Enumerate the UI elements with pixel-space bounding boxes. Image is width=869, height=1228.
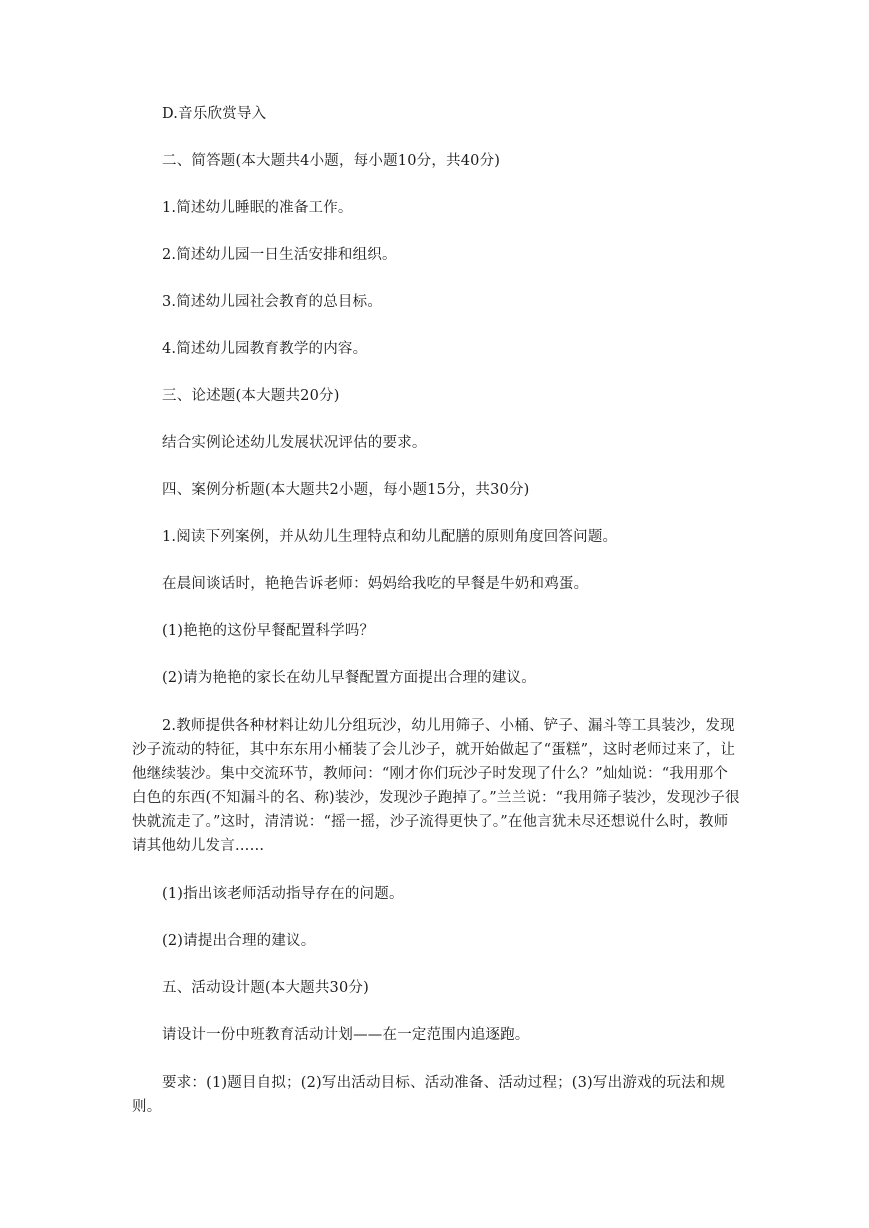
case-1-subquestion-1: (1)艳艳的这份早餐配置科学吗？ [162, 623, 375, 639]
case-question-2: 2.教师提供各种材料让幼儿分组玩沙，幼儿用筛子、小桶、铲子、漏斗等工具装沙，发现沙子流动的特征，其中东东用小桶装了会儿沙子，就开始做起了“蛋糕”，这时老师过来了，让他继续装沙。集中交流环节，教师问：“刚才你们玩沙子时发现了什么？”灿灿说：“我用那个白色的东西(不知漏斗的名、称)装沙，发现沙子跑掉了。”兰兰说：“我用筛子装沙，发现沙子很快就流走了。”这时，清清说：“摇一摇，沙子流得更快了。”在他言犹未尽还想说什么时，教师请其他幼儿发言…… [132, 718, 740, 854]
case-1-subquestion-2: (2)请为艳艳的家长在幼儿早餐配置方面提出合理的建议。 [162, 670, 536, 686]
question-2: 2.简述幼儿园一日生活安排和组织。 [162, 247, 397, 263]
activity-design-question: 请设计一份中班教育活动计划——在一定范围内追逐跑。 [162, 1027, 530, 1043]
case-2-subquestion-1: (1)指出该老师活动指导存在的问题。 [162, 886, 404, 902]
section-heading-short-answer: 二、简答题(本大题共4小题，每小题10分，共40分) [162, 153, 501, 169]
section-heading-case-analysis: 四、案例分析题(本大题共2小题，每小题15分，共30分) [162, 482, 530, 498]
activity-design-requirements: 要求：(1)题目自拟；(2)写出活动目标、活动准备、活动过程；(3)写出游戏的玩法和规则。 [132, 1075, 726, 1115]
section-heading-essay: 三、论述题(本大题共20分) [162, 388, 340, 404]
question-3: 3.简述幼儿园社会教育的总目标。 [162, 294, 383, 310]
document-body [132, 103, 740, 1144]
essay-question: 结合实例论述幼儿发展状况评估的要求。 [162, 435, 427, 451]
section-heading-activity-design: 五、活动设计题(本大题共30分) [162, 980, 369, 996]
case-question-1: 1.阅读下列案例，并从幼儿生理特点和幼儿配膳的原则角度回答问题。 [162, 529, 618, 545]
question-1: 1.简述幼儿睡眠的准备工作。 [162, 200, 353, 216]
case-2-subquestion-2: (2)请提出合理的建议。 [162, 933, 316, 949]
option-d: D.音乐欣赏导入 [162, 106, 267, 122]
question-4: 4.简述幼儿园教育教学的内容。 [162, 341, 368, 357]
case-1-text: 在晨间谈话时，艳艳告诉老师：妈妈给我吃的早餐是牛奶和鸡蛋。 [162, 576, 589, 592]
